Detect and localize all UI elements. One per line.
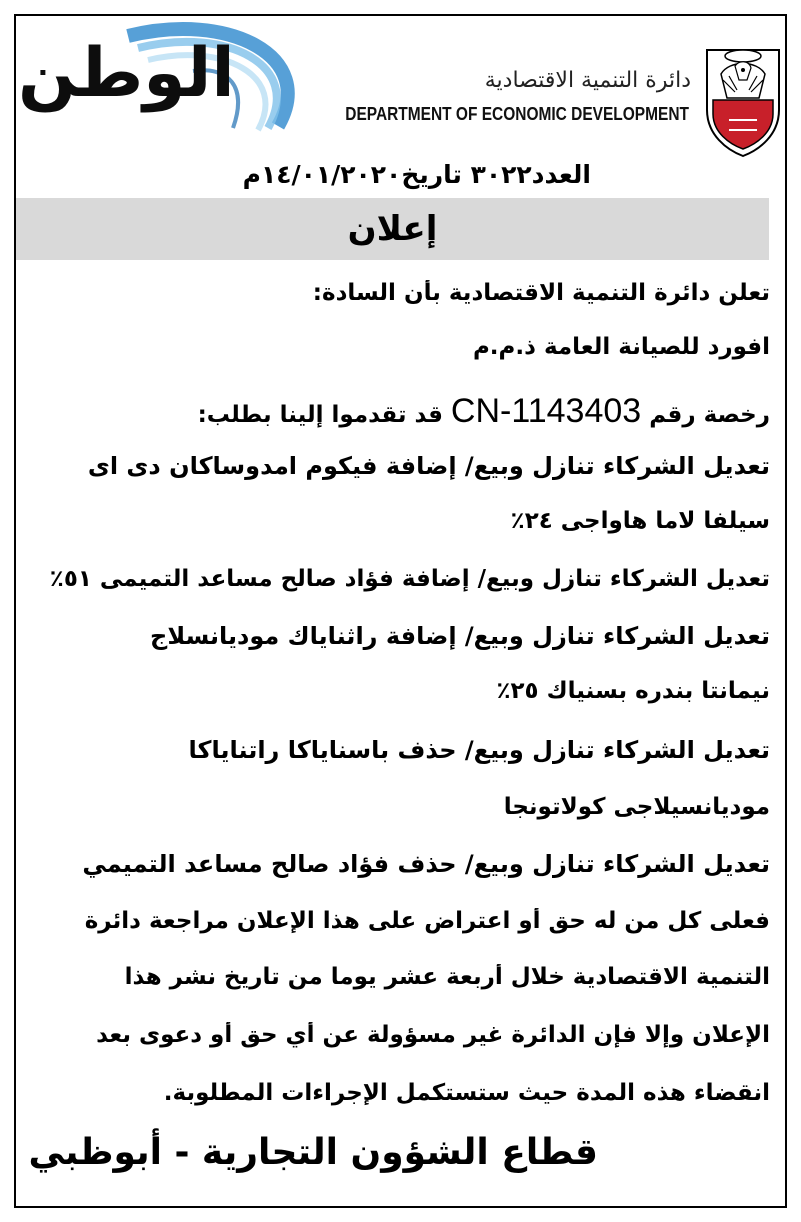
abu-dhabi-emblem-icon <box>699 40 787 160</box>
body-line: تعديل الشركاء تنازل وبيع/ إضافة راثناياك موديانسلاج <box>150 622 770 650</box>
body-line: سيلفا لاما هاواجى ٢٤٪ <box>510 508 770 534</box>
body-line: تعديل الشركاء تنازل وبيع/ إضافة فؤاد صالح مساعد التميمى ٥١٪ <box>49 566 770 592</box>
company-name: افورد للصيانة العامة ذ.م.م <box>472 334 770 360</box>
department-name-english: DEPARTMENT OF ECONOMIC DEVELOPMENT <box>345 104 689 124</box>
newspaper-logo-text: الوطن <box>18 34 235 113</box>
body-line: الإعلان وإلا فإن الدائرة غير مسؤولة عن أي حق أو دعوى بعد <box>96 1022 770 1048</box>
body-line: انقضاء هذه المدة حيث ستستكمل الإجراءات المطلوبة. <box>163 1080 770 1106</box>
department-name-arabic: دائرة التنمية الاقتصادية <box>484 68 691 93</box>
license-line <box>198 392 770 431</box>
body-line: نيمانتا بندره بسنياك ٢٥٪ <box>496 678 770 704</box>
body-line: تعديل الشركاء تنازل وبيع/ حذف فؤاد صالح مساعد التميمي <box>82 850 770 878</box>
body-line: تعديل الشركاء تنازل وبيع/ حذف باسناياكا راتناياكا <box>188 736 770 764</box>
body-line: تعديل الشركاء تنازل وبيع/ إضافة فيكوم امدوساكان دى اى <box>87 452 770 480</box>
license-number: CN-1143403 <box>450 392 642 430</box>
issue-date-line: العدد٣٠٢٢ تاريخ١٤/٠١/٢٠٢٠م <box>242 160 591 189</box>
body-line: موديانسيلاجى كولاتونجا <box>503 794 770 820</box>
license-suffix: قد تقدموا إلينا بطلب: <box>197 402 443 428</box>
intro-line: تعلن دائرة التنمية الاقتصادية بأن السادة: <box>312 280 770 306</box>
license-prefix: رخصة رقم <box>649 402 770 428</box>
body-line: فعلى كل من له حق أو اعتراض على هذا الإعلان مراجعة دائرة <box>84 908 770 934</box>
notice-title: إعلان <box>347 209 438 249</box>
issuer-signature: قطاع الشؤون التجارية - أبوظبي <box>28 1132 598 1173</box>
body-line: التنمية الاقتصادية خلال أربعة عشر يوما من تاريخ نشر هذا <box>124 964 770 990</box>
notice-title-bar <box>16 198 769 260</box>
